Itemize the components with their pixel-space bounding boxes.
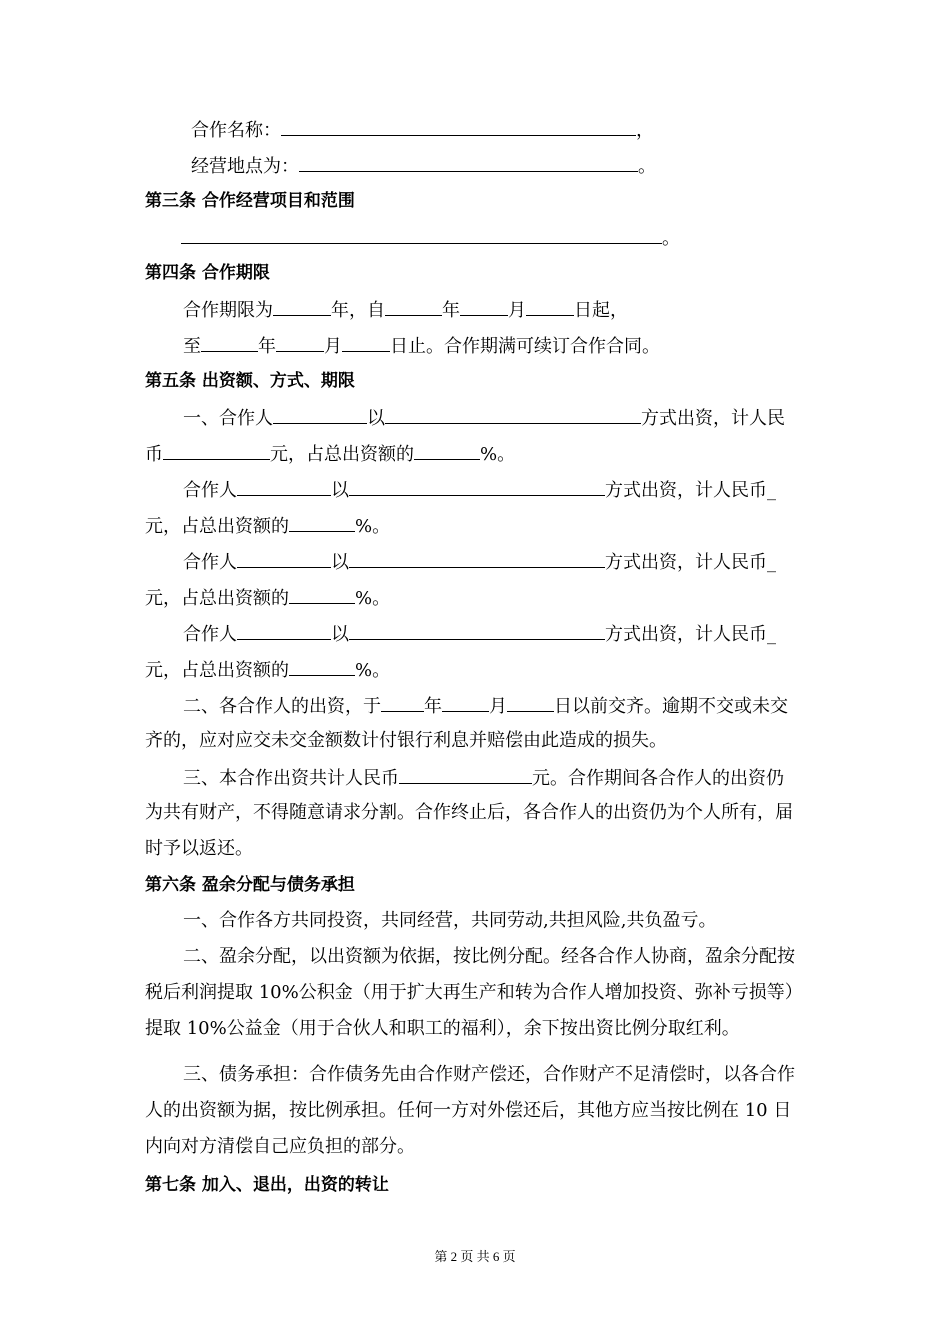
partnership-name-blank[interactable] xyxy=(281,117,636,136)
partner-3-blank[interactable] xyxy=(237,549,331,568)
partner-4-blank[interactable] xyxy=(237,621,331,640)
paragraph-line: 时予以返还。 xyxy=(145,838,253,859)
paragraph-line: 税后利润提取 10%公积金（用于扩大再生产和转为合作人增加投资、弥补亏损等） xyxy=(145,982,803,1003)
business-scope-line: 。 xyxy=(181,225,680,251)
amount-1-blank[interactable] xyxy=(163,441,270,460)
contribution-line-4: 元，占总出资额的 %。 xyxy=(145,513,390,539)
article-4-heading: 第四条 合作期限 xyxy=(145,263,270,283)
paragraph-line: 人的出资额为据，按比例承担。任何一方对外偿还后，其他方应当按比例在 10 日 xyxy=(145,1100,792,1121)
total-amount-blank[interactable] xyxy=(399,765,532,784)
paragraph-line: 一、合作各方共同投资，共同经营，共同劳动,共担风险,共负盈亏。 xyxy=(183,910,717,931)
method-1-blank[interactable] xyxy=(385,405,641,424)
paragraph-line: 二、盈余分配，以出资额为依据，按比例分配。经各合作人协商，盈余分配按 xyxy=(183,946,795,967)
start-day-blank[interactable] xyxy=(526,297,574,316)
end-year-blank[interactable] xyxy=(201,333,258,352)
contribution-line-2: 币 元，占总出资额的 %。 xyxy=(145,441,515,467)
payment-deadline-line: 二、各合作人的出资，于 年 月 日以前交齐。逾期不交或未交 xyxy=(183,693,788,719)
article-6-heading: 第六条 盈余分配与债务承担 xyxy=(145,875,355,895)
business-scope-blank[interactable] xyxy=(181,225,662,244)
method-3-blank[interactable] xyxy=(349,549,605,568)
percent-1-blank[interactable] xyxy=(414,441,480,460)
percent-2-blank[interactable] xyxy=(289,513,355,532)
page-number-footer: 第 2 页 共 6 页 xyxy=(434,1249,516,1264)
paragraph-line: 齐的，应对应交未交金额数计付银行利息并赔偿由此造成的损失。 xyxy=(145,730,667,751)
percent-4-blank[interactable] xyxy=(289,657,355,676)
article-7-heading: 第七条 加入、退出，出资的转让 xyxy=(145,1175,389,1195)
business-location-line: 经营地点为： 。 xyxy=(191,153,656,179)
contribution-line-3: 合作人 以 方式出资，计人民币_ xyxy=(183,477,776,503)
method-2-blank[interactable] xyxy=(349,477,605,496)
partner-2-blank[interactable] xyxy=(237,477,331,496)
business-location-blank[interactable] xyxy=(299,153,638,172)
term-line-1: 合作期限为 年，自 年 月 日起， xyxy=(183,297,628,323)
total-capital-line: 三、本合作出资共计人民币 元。合作期间各合作人的出资仍 xyxy=(183,765,784,791)
paragraph-line: 提取 10%公益金（用于合伙人和职工的福利），余下按出资比例分取红利。 xyxy=(145,1018,740,1039)
method-4-blank[interactable] xyxy=(349,621,605,640)
end-day-blank[interactable] xyxy=(342,333,390,352)
deadline-year-blank[interactable] xyxy=(381,693,424,712)
term-line-2: 至 年 月 日止。合作期满可续订合作合同。 xyxy=(183,333,660,359)
paragraph-line: 内向对方清偿自己应负担的部分。 xyxy=(145,1136,415,1157)
start-year-blank[interactable] xyxy=(385,297,442,316)
contribution-line-7: 合作人 以 方式出资，计人民币_ xyxy=(183,621,776,647)
contribution-line-5: 合作人 以 方式出资，计人民币_ xyxy=(183,549,776,575)
contribution-line-6: 元，占总出资额的 %。 xyxy=(145,585,390,611)
paragraph-line: 三、债务承担：合作债务先由合作财产偿还，合作财产不足清偿时，以各合作 xyxy=(183,1064,795,1085)
partnership-name-line: 合作名称： ， xyxy=(191,117,654,143)
article-3-heading: 第三条 合作经营项目和范围 xyxy=(145,191,355,211)
contribution-line-8: 元，占总出资额的 %。 xyxy=(145,657,390,683)
partner-1-blank[interactable] xyxy=(273,405,367,424)
term-years-blank[interactable] xyxy=(273,297,331,316)
contribution-line-1: 一、合作人 以 方式出资，计人民 xyxy=(183,405,785,431)
paragraph-line: 为共有财产，不得随意请求分割。合作终止后，各合作人的出资仍为个人所有，届 xyxy=(145,802,793,823)
deadline-day-blank[interactable] xyxy=(507,693,554,712)
percent-3-blank[interactable] xyxy=(289,585,355,604)
start-month-blank[interactable] xyxy=(460,297,508,316)
deadline-month-blank[interactable] xyxy=(442,693,489,712)
end-month-blank[interactable] xyxy=(276,333,324,352)
article-5-heading: 第五条 出资额、方式、期限 xyxy=(145,371,355,391)
